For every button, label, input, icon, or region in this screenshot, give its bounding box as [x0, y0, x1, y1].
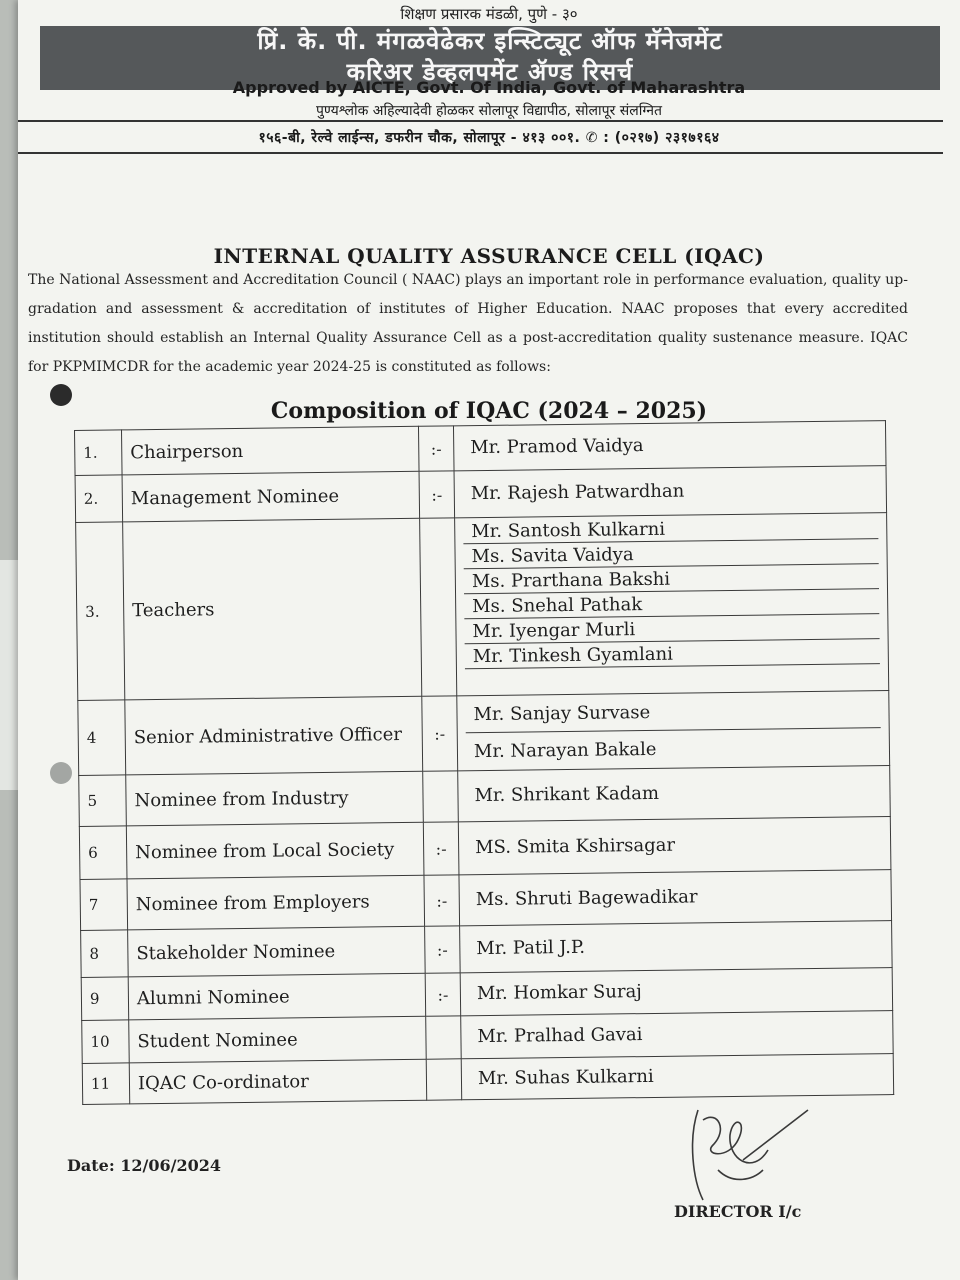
- member-names-cell: [459, 870, 892, 926]
- member-names-cell: [460, 968, 892, 1016]
- member-name: Mr. Patil J.P.: [476, 936, 586, 960]
- member-role: Nominee from Employers: [127, 875, 425, 930]
- document-page: [18, 0, 960, 1280]
- member-name: Mr. Iyengar Murli: [464, 614, 879, 644]
- approval-line: Approved by AICTE, Govt. Of India, Govt. of Maharashtra: [232, 78, 746, 97]
- row-number: 2.: [75, 475, 123, 523]
- member-name: Mr. Suhas Kulkarni: [477, 1065, 654, 1090]
- member-names-cell: [453, 421, 886, 471]
- table-row: [76, 513, 889, 701]
- table-row: [82, 1054, 893, 1105]
- member-names-cell: [457, 691, 890, 771]
- row-separator: :-: [422, 696, 458, 771]
- row-number: 1.: [75, 430, 123, 476]
- row-number: 11: [82, 1063, 129, 1105]
- member-role: Senior Administrative Officer: [125, 696, 423, 775]
- row-separator: [423, 771, 459, 822]
- member-name: Mr. Homkar Suraj: [476, 981, 642, 1005]
- member-name: Ms. Shruti Bagewadikar: [475, 886, 698, 911]
- row-number: 7: [80, 879, 128, 931]
- member-role: Alumni Nominee: [128, 973, 426, 1020]
- member-role: IQAC Co-ordinator: [129, 1059, 426, 1104]
- row-number: 8: [81, 930, 129, 978]
- row-separator: [420, 518, 457, 696]
- member-role: Nominee from Local Society: [126, 822, 424, 879]
- member-name: [465, 664, 880, 694]
- member-role: Chairperson: [122, 426, 420, 475]
- member-name: Ms. Savita Vaidya: [463, 539, 878, 569]
- punch-hole-bottom: [50, 762, 72, 784]
- address-line: १५६-बी, रेल्वे लाईन्स, डफरीन चौक, सोलापूर - ४१३ ००१. ✆ : (०२१७) २३१७१६४: [258, 130, 720, 146]
- member-name: Mr. Shrikant Kadam: [474, 782, 660, 807]
- signatory-title: DIRECTOR I/c: [674, 1202, 802, 1221]
- member-name: MS. Smita Kshirsagar: [475, 834, 676, 859]
- row-number: 5: [79, 775, 127, 827]
- director-signature: [658, 1100, 818, 1210]
- institute-name-line2: करिअर डेव्हलपमेंट ॲण्ड रिसर्च: [346, 58, 634, 86]
- member-name: Ms. Prarthana Bakshi: [464, 564, 879, 594]
- institute-name-line1: प्रिं. के. पी. मंगळवेढेकर इन्स्टिट्यूट ऑफ मॅनेजमेंट: [257, 27, 723, 55]
- row-number: 4: [78, 700, 126, 776]
- row-separator: :-: [419, 471, 455, 518]
- member-names-cell: [458, 817, 891, 875]
- member-role: Student Nominee: [129, 1016, 427, 1063]
- member-role: Nominee from Industry: [126, 771, 424, 826]
- member-name: Ms. Snehal Pathak: [464, 589, 879, 619]
- row-separator: [426, 1016, 462, 1059]
- row-separator: :-: [425, 973, 461, 1016]
- member-names-cell: [461, 1011, 893, 1059]
- row-number: 10: [82, 1020, 130, 1064]
- header-rule-bottom: [18, 152, 943, 154]
- composition-table: [74, 420, 894, 1105]
- row-separator: :-: [425, 926, 461, 973]
- notice-title: INTERNAL QUALITY ASSURANCE CELL (IQAC): [213, 244, 765, 268]
- notice-intro: The National Assessment and Accreditation Council ( NAAC) plays an important role in performance evaluation, quality up-gradation and assessment & accreditation of institutes of Higher Education. NAAC proposes that every accredited institution should establish an Internal Quality Assurance Cell as a post-accreditation quality sustenance measure. IQAC for PKPMIMCDR for the academic year 2024-25 is constituted as follows:: [28, 272, 908, 375]
- table-row: [78, 691, 890, 776]
- adjacent-page-edge: [0, 560, 19, 790]
- member-names-cell: [454, 466, 887, 518]
- row-number: 3.: [76, 522, 125, 701]
- table-row: [79, 817, 891, 880]
- member-name: Mr. Rajesh Patwardhan: [470, 480, 685, 505]
- member-name: Mr. Sanjay Survase: [465, 691, 880, 733]
- member-role: Teachers: [123, 518, 422, 700]
- society-name: शिक्षण प्रसारक मंडळी, पुणे - ३०: [400, 5, 578, 23]
- affiliation-line: पुण्यश्लोक अहिल्यादेवी होळकर सोलापूर विद्यापीठ, सोलापूर संलग्नित: [315, 103, 663, 119]
- member-role: Management Nominee: [122, 471, 420, 522]
- member-name: Mr. Santosh Kulkarni: [463, 514, 878, 544]
- row-separator: [426, 1059, 461, 1100]
- row-number: 6: [79, 826, 127, 880]
- member-names-cell: [460, 921, 893, 973]
- member-name: Mr. Pralhad Gavai: [477, 1024, 643, 1048]
- row-separator: :-: [424, 875, 460, 926]
- member-names-cell: [458, 766, 891, 822]
- member-name: Mr. Pramod Vaidya: [470, 435, 644, 459]
- member-role: Stakeholder Nominee: [128, 926, 426, 977]
- row-separator: :-: [418, 426, 454, 471]
- row-number: 9: [81, 977, 129, 1021]
- member-name: Mr. Tinkesh Gyamlani: [465, 639, 880, 669]
- member-names-cell: [461, 1054, 893, 1100]
- member-name: Mr. Narayan Bakale: [473, 738, 657, 763]
- member-names-cell: [455, 513, 889, 696]
- composition-title: Composition of IQAC (2024 – 2025): [270, 398, 708, 424]
- document-date: Date: 12/06/2024: [67, 1156, 222, 1175]
- header-rule-top: [18, 120, 943, 122]
- row-separator: :-: [423, 822, 459, 875]
